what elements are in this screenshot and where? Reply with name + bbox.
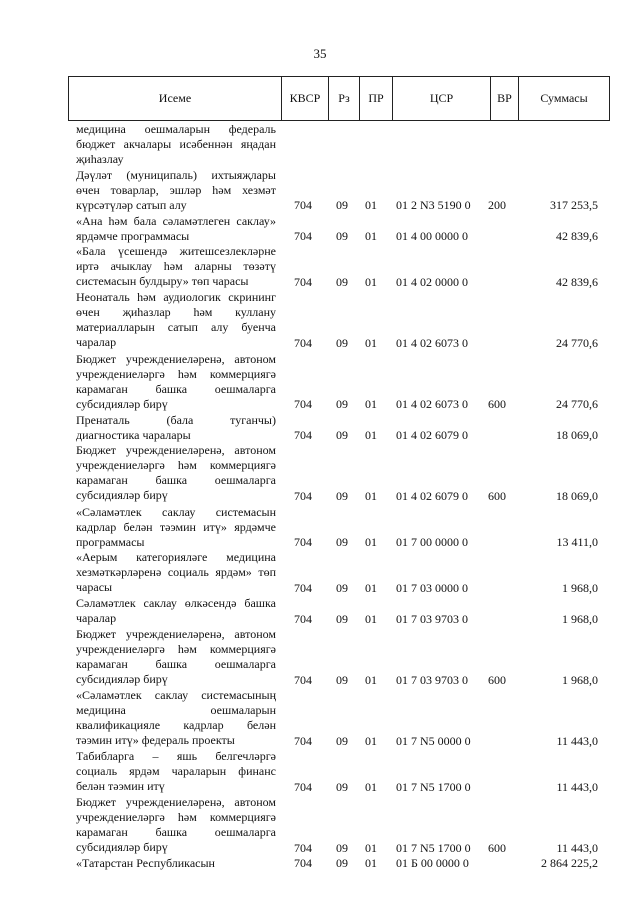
row-rz: 09 bbox=[336, 580, 348, 595]
row-kvsr: 704 bbox=[294, 580, 312, 595]
row-name-line: медицина оешмаларын федераль bbox=[76, 122, 276, 136]
row-name-line: социаль ярдәм чараларын финанс bbox=[76, 764, 276, 779]
row-rz: 09 bbox=[336, 672, 348, 687]
row-name-line: учреждениеләргә һәм коммерциягә bbox=[76, 458, 276, 473]
row-name bbox=[76, 596, 276, 626]
row-name bbox=[76, 244, 276, 289]
row-pr: 01 bbox=[365, 229, 377, 244]
row-rz: 09 bbox=[336, 274, 348, 289]
row-name-line: субсидияләр бирү bbox=[76, 840, 168, 855]
row-kvsr: 704 bbox=[294, 427, 312, 442]
table-row bbox=[0, 550, 640, 596]
row-vr: 600 bbox=[488, 672, 506, 687]
row-csr: 01 2 N3 5190 0 bbox=[396, 198, 471, 213]
row-name bbox=[76, 856, 276, 871]
header-csr: ЦСР bbox=[393, 77, 491, 121]
row-name bbox=[76, 627, 276, 687]
row-csr: 01 Б 00 0000 0 bbox=[396, 856, 469, 871]
table-row bbox=[0, 596, 640, 627]
row-rz: 09 bbox=[336, 229, 348, 244]
row-name-line: Пренаталь (бала туганчы) bbox=[76, 412, 276, 427]
row-name-line: Бюджет учреждениеләренә, автоном bbox=[76, 351, 276, 366]
row-name-line: өчен җиһазлар һәм куллану bbox=[76, 305, 276, 320]
row-name-line: учреждениеләргә һәм коммерциягә bbox=[76, 641, 276, 656]
row-pr: 01 bbox=[365, 580, 377, 595]
row-sum: 2 864 225,2 bbox=[541, 856, 598, 871]
header-vr: ВР bbox=[491, 77, 519, 121]
row-name-line: Неонаталь һәм аудиологик скрининг bbox=[76, 290, 276, 305]
budget-table-header bbox=[68, 76, 610, 121]
row-name bbox=[76, 505, 276, 550]
row-name bbox=[76, 214, 276, 244]
row-name-line: белән тәэмин итү bbox=[76, 779, 165, 794]
row-name-line: Бюджет учреждениеләренә, автоном bbox=[76, 795, 276, 810]
row-name bbox=[76, 122, 276, 167]
table-row bbox=[0, 505, 640, 551]
row-csr: 01 7 N5 1700 0 bbox=[396, 779, 471, 794]
row-name-line: кадрлар белән тәэмин итү» ярдәмче bbox=[76, 519, 276, 534]
row-name-line: субсидияләр бирү bbox=[76, 671, 168, 686]
row-vr: 600 bbox=[488, 841, 506, 856]
row-kvsr: 704 bbox=[294, 229, 312, 244]
row-name-line: ярдәмче программасы bbox=[76, 228, 190, 243]
row-name-line: күрсәтүләр сатып алу bbox=[76, 197, 187, 212]
row-rz: 09 bbox=[336, 336, 348, 351]
table-row bbox=[0, 627, 640, 688]
row-name-line: медицина оешмаларын bbox=[76, 703, 276, 718]
row-kvsr: 704 bbox=[294, 535, 312, 550]
row-name-line: учреждениеләргә һәм коммерциягә bbox=[76, 366, 276, 381]
row-kvsr: 704 bbox=[294, 611, 312, 626]
row-csr: 01 4 02 6079 0 bbox=[396, 489, 468, 504]
row-sum: 11 443,0 bbox=[556, 733, 598, 748]
row-sum: 18 069,0 bbox=[556, 489, 598, 504]
row-name-line: «Татарстан Республикасын bbox=[76, 856, 215, 871]
row-name bbox=[76, 168, 276, 213]
row-kvsr: 704 bbox=[294, 198, 312, 213]
row-sum: 1 968,0 bbox=[562, 611, 598, 626]
row-csr: 01 7 N5 1700 0 bbox=[396, 841, 471, 856]
row-pr: 01 bbox=[365, 397, 377, 412]
row-kvsr: 704 bbox=[294, 489, 312, 504]
row-name-line: өчен товарлар, эшләр һәм хезмәт bbox=[76, 182, 276, 197]
table-row bbox=[0, 856, 640, 871]
row-name-line: Бюджет учреждениеләренә, автоном bbox=[76, 443, 276, 458]
row-name-line: «Бала үсешендә житешсезлекләрне bbox=[76, 244, 276, 259]
row-kvsr: 704 bbox=[294, 779, 312, 794]
row-csr: 01 7 03 9703 0 bbox=[396, 672, 468, 687]
row-name-line: тәэмин итү» федераль проекты bbox=[76, 733, 235, 748]
page-number: 35 bbox=[313, 46, 327, 61]
row-kvsr: 704 bbox=[294, 672, 312, 687]
row-pr: 01 bbox=[365, 611, 377, 626]
row-rz: 09 bbox=[336, 841, 348, 856]
row-kvsr: 704 bbox=[294, 336, 312, 351]
row-name-line: хезмәткәрләренә социаль ярдәм» төп bbox=[76, 565, 276, 580]
row-pr: 01 bbox=[365, 336, 377, 351]
header-pr: ПР bbox=[360, 77, 393, 121]
row-name-line: чаралар bbox=[76, 335, 117, 350]
table-row bbox=[0, 749, 640, 795]
row-sum: 11 443,0 bbox=[556, 841, 598, 856]
row-rz: 09 bbox=[336, 489, 348, 504]
row-name bbox=[76, 795, 276, 855]
row-sum: 18 069,0 bbox=[556, 427, 598, 442]
row-name-line: Сәламәтлек саклау өлкәсендә башка bbox=[76, 596, 276, 611]
row-csr: 01 4 02 6079 0 bbox=[396, 427, 468, 442]
row-rz: 09 bbox=[336, 856, 348, 871]
row-csr: 01 7 03 0000 0 bbox=[396, 580, 468, 595]
row-csr: 01 7 00 0000 0 bbox=[396, 535, 468, 550]
row-name-line: «Сәламәтлек саклау системасын bbox=[76, 504, 276, 519]
row-pr: 01 bbox=[365, 733, 377, 748]
row-sum: 1 968,0 bbox=[562, 580, 598, 595]
row-name bbox=[76, 749, 276, 794]
table-row bbox=[0, 214, 640, 245]
row-name bbox=[76, 688, 276, 748]
row-rz: 09 bbox=[336, 397, 348, 412]
row-vr: 200 bbox=[488, 198, 506, 213]
row-sum: 1 968,0 bbox=[562, 672, 598, 687]
row-rz: 09 bbox=[336, 198, 348, 213]
row-pr: 01 bbox=[365, 535, 377, 550]
row-kvsr: 704 bbox=[294, 274, 312, 289]
row-sum: 317 253,5 bbox=[550, 198, 598, 213]
row-name-line: учреждениеләргә һәм коммерциягә bbox=[76, 810, 276, 825]
row-name-line: карамаган башка оешмаларга bbox=[76, 473, 276, 488]
table-row bbox=[0, 122, 640, 168]
row-vr: 600 bbox=[488, 397, 506, 412]
row-sum: 42 839,6 bbox=[556, 229, 598, 244]
row-name-line: квалификацияле кадрлар белән bbox=[76, 718, 276, 733]
row-name-line: Дәүләт (муниципаль) ихтыяҗлары bbox=[76, 167, 276, 182]
row-name-line: программасы bbox=[76, 534, 145, 549]
row-csr: 01 4 02 6073 0 bbox=[396, 397, 468, 412]
row-name bbox=[76, 290, 276, 350]
row-pr: 01 bbox=[365, 198, 377, 213]
table-row bbox=[0, 168, 640, 214]
row-name-line: субсидияләр бирү bbox=[76, 396, 168, 411]
row-name-line: карамаган башка оешмаларга bbox=[76, 656, 276, 671]
row-name-line: «Аерым категорияләге медицина bbox=[76, 550, 276, 565]
row-name bbox=[76, 443, 276, 503]
table-row bbox=[0, 290, 640, 351]
row-pr: 01 bbox=[365, 274, 377, 289]
table-row bbox=[0, 795, 640, 856]
header-sum: Суммасы bbox=[519, 77, 610, 121]
row-csr: 01 4 02 0000 0 bbox=[396, 274, 468, 289]
row-name-line: җиһазлау bbox=[76, 152, 124, 166]
row-name-line: бюджет акчалары исәбеннән яңадан bbox=[76, 137, 276, 151]
header-name: Исеме bbox=[69, 77, 282, 121]
row-pr: 01 bbox=[365, 489, 377, 504]
row-rz: 09 bbox=[336, 427, 348, 442]
row-name-line: иртә ачыклау һәм аларны төзәтү bbox=[76, 259, 276, 274]
row-name bbox=[76, 550, 276, 595]
row-name-line: Табибларга – яшь белгечләргә bbox=[76, 749, 276, 764]
row-name-line: диагностика чаралары bbox=[76, 427, 191, 442]
row-rz: 09 bbox=[336, 779, 348, 794]
row-vr: 600 bbox=[488, 489, 506, 504]
table-row bbox=[0, 688, 640, 749]
row-pr: 01 bbox=[365, 672, 377, 687]
row-kvsr: 704 bbox=[294, 397, 312, 412]
table-row bbox=[0, 244, 640, 290]
row-name-line: «Ана һәм бала сәламәтлеген саклау» bbox=[76, 213, 276, 228]
table-row bbox=[0, 413, 640, 444]
row-rz: 09 bbox=[336, 733, 348, 748]
row-name-line: карамаган башка оешмаларга bbox=[76, 825, 276, 840]
header-rz: Рз bbox=[329, 77, 360, 121]
row-sum: 13 411,0 bbox=[556, 535, 598, 550]
row-pr: 01 bbox=[365, 427, 377, 442]
row-name-line: чаралар bbox=[76, 611, 117, 626]
header-kvsr: КВСР bbox=[282, 77, 329, 121]
row-sum: 11 443,0 bbox=[556, 779, 598, 794]
row-name-line: материалларын сатып алу буенча bbox=[76, 320, 276, 335]
row-csr: 01 7 N5 0000 0 bbox=[396, 733, 471, 748]
row-sum: 24 770,6 bbox=[556, 397, 598, 412]
row-name-line: «Сәламәтлек саклау системасының bbox=[76, 688, 276, 703]
row-csr: 01 4 02 6073 0 bbox=[396, 336, 468, 351]
row-name-line: чарасы bbox=[76, 580, 113, 595]
row-name-line: системасын булдыру» төп чарасы bbox=[76, 274, 249, 289]
row-name-line: карамаган башка оешмаларга bbox=[76, 381, 276, 396]
row-name bbox=[76, 413, 276, 443]
row-pr: 01 bbox=[365, 841, 377, 856]
row-rz: 09 bbox=[336, 611, 348, 626]
row-csr: 01 7 03 9703 0 bbox=[396, 611, 468, 626]
row-rz: 09 bbox=[336, 535, 348, 550]
row-pr: 01 bbox=[365, 779, 377, 794]
row-kvsr: 704 bbox=[294, 733, 312, 748]
row-name bbox=[76, 352, 276, 412]
row-kvsr: 704 bbox=[294, 856, 312, 871]
table-row bbox=[0, 352, 640, 413]
row-name-line: Бюджет учреждениеләренә, автоном bbox=[76, 626, 276, 641]
table-row bbox=[0, 443, 640, 504]
row-sum: 24 770,6 bbox=[556, 336, 598, 351]
row-csr: 01 4 00 0000 0 bbox=[396, 229, 468, 244]
row-kvsr: 704 bbox=[294, 841, 312, 856]
row-sum: 42 839,6 bbox=[556, 274, 598, 289]
row-name-line: субсидияләр бирү bbox=[76, 488, 168, 503]
row-pr: 01 bbox=[365, 856, 377, 871]
